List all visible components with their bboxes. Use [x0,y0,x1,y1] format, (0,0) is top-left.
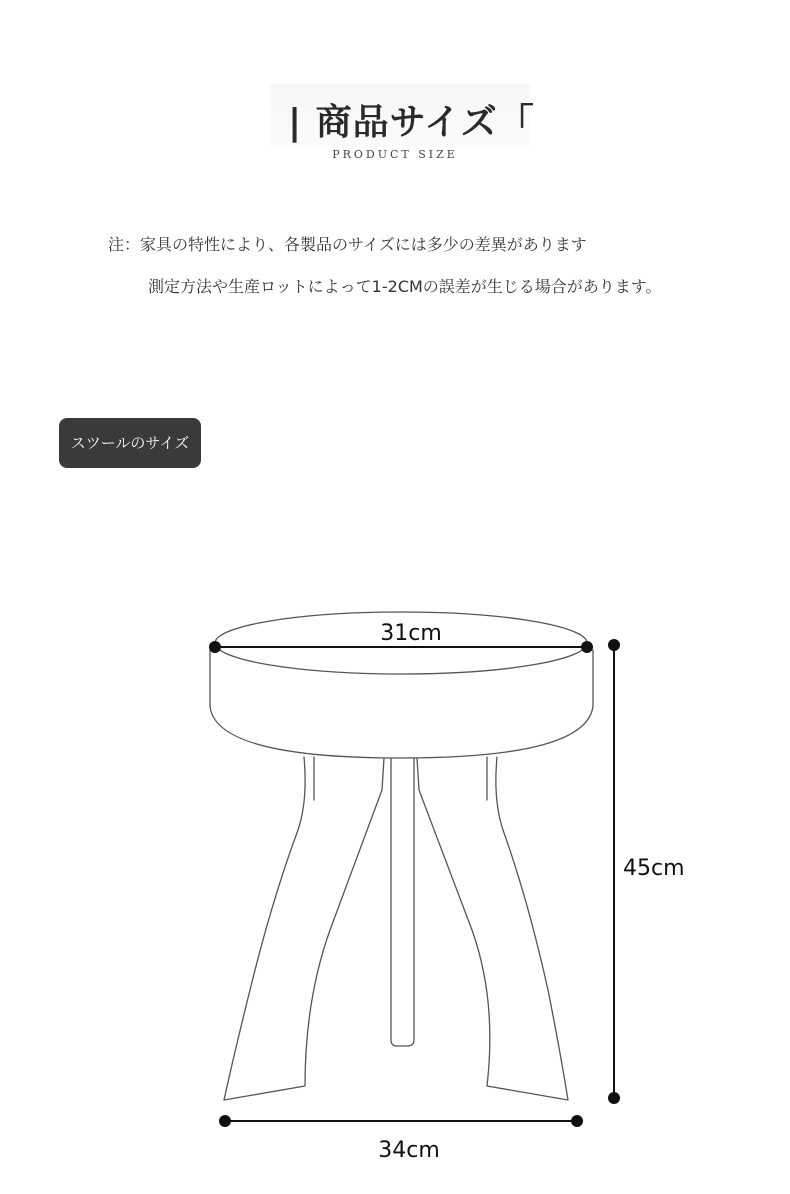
section-tag: スツールのサイズ [59,418,201,468]
right-leg [417,757,568,1100]
base-width-dot-right [572,1116,582,1126]
note-line-2: 測定方法や生産ロットによって1-2CMの誤差が生じる場合があります。 [148,277,662,296]
left-leg [224,757,384,1100]
seat-width-dot-left [210,642,220,652]
note-line-1: 注：家具の特性により、各製品のサイズには多少の差異があります [108,235,587,254]
seat-width-dot-right [582,642,592,652]
seat-body [210,650,593,758]
page-subtitle: PRODUCT SIZE [332,148,458,161]
height-label: 45cm [623,856,685,881]
height-dot-bottom [609,1093,619,1103]
base-width-label: 34cm [378,1138,440,1163]
height-dot-top [609,640,619,650]
seat-width-label: 31cm [380,621,442,646]
base-width-dot-left [220,1116,230,1126]
page-title: | 商品サイズ「 [288,102,535,143]
back-leg [391,758,414,1046]
